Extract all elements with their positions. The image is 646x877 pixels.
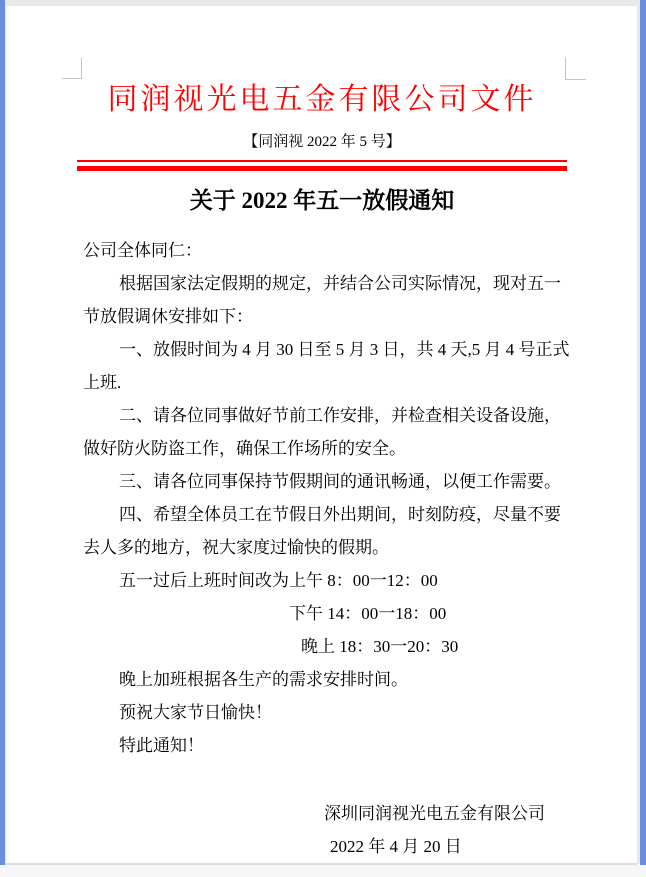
notice-body: [7, 234, 637, 863]
document-page[interactable]: [7, 6, 637, 863]
red-divider: [77, 160, 567, 171]
document-number: 【同润视 2022 年 5 号】: [243, 134, 401, 150]
intro-line-1: 根据国家法定假期的规定，并结合公司实际情况，现对五一: [119, 274, 561, 293]
item-2-line-2: 做好防火防盗工作，确保工作场所的安全。: [83, 439, 406, 458]
work-hours-evening: 晚上 18：30一20：30: [301, 637, 459, 656]
margin-corner-mark-top-left: [62, 58, 82, 79]
intro-line-2: 节放假调休安排如下：: [83, 307, 253, 326]
window-right-edge: [640, 0, 646, 877]
item-4-line-2: 去人多的地方，祝大家度过愉快的假期。: [83, 538, 389, 557]
item-4-line-1: 四、希望全体员工在节假日外出期间，时刻防疫，尽量不要: [119, 505, 561, 524]
wish-line: 预祝大家节日愉快！: [119, 703, 272, 722]
item-1-line-1: 一、放假时间为 4 月 30 日至 5 月 3 日，共 4 天,5 月 4 号正式: [119, 340, 570, 359]
work-hours-morning: 五一过后上班时间改为上午 8：00一12：00: [119, 571, 438, 590]
red-divider-thick-line: [77, 166, 567, 171]
letterhead-company-title: 同润视光电五金有限公司文件: [107, 83, 537, 116]
overtime-note: 晚上加班根据各生产的需求安排时间。: [119, 670, 408, 689]
signature-company: 深圳同润视光电五金有限公司: [324, 804, 545, 823]
work-hours-afternoon: 下午 14：00一18：00: [289, 604, 447, 623]
salutation-line: 公司全体同仁：: [83, 241, 202, 260]
item-3-line: 三、请各位同事保持节假期间的通讯畅通，以便工作需要。: [119, 472, 561, 491]
window-bottom-strip: [0, 865, 646, 877]
closing-line: 特此通知！: [119, 736, 204, 755]
item-1-line-2: 上班.: [83, 373, 122, 392]
item-2-line-1: 二、请各位同事做好节前工作安排，并检查相关设备设施，: [119, 406, 561, 425]
notice-title: 关于 2022 年五一放假通知: [189, 188, 455, 213]
signature-block: [83, 797, 567, 863]
margin-corner-mark-top-right: [565, 57, 586, 80]
signature-date: 2022 年 4 月 20 日: [330, 837, 462, 856]
